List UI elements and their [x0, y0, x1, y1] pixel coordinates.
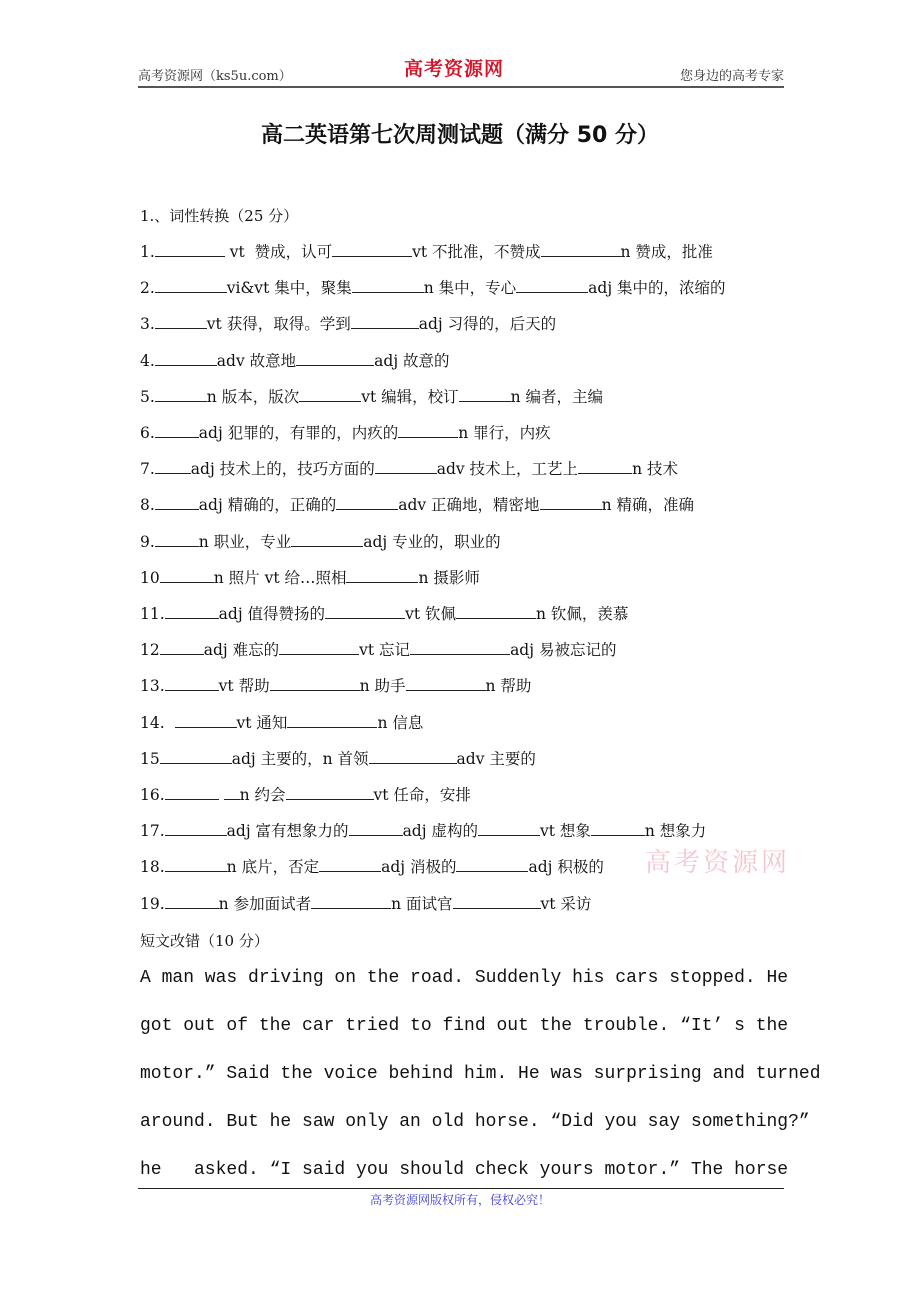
word-definition: adj 积极的: [528, 858, 604, 877]
answer-blank[interactable]: [291, 532, 363, 547]
answer-blank[interactable]: [160, 749, 232, 764]
exercise-row: [140, 855, 604, 877]
answer-blank[interactable]: [296, 351, 374, 366]
exercise-number: 5.: [140, 387, 155, 406]
word-definition: n 技术: [632, 460, 678, 479]
word-definition: vt 想象: [539, 822, 591, 841]
answer-blank[interactable]: [346, 568, 418, 583]
answer-blank[interactable]: [270, 676, 360, 691]
answer-blank[interactable]: [456, 857, 528, 872]
exercise-number: 11.: [140, 605, 165, 623]
exercise-number: 12: [140, 641, 160, 660]
answer-blank[interactable]: [578, 459, 632, 474]
word-definition: n 信息: [377, 713, 424, 732]
passage-line: around. But he saw only an old horse. “Did you say something?”: [140, 1112, 810, 1132]
footer-copyright: 高考资源网版权所有，侵权必究！: [369, 1193, 550, 1207]
exercise-number: 18.: [140, 858, 165, 877]
word-definition: n 面试官: [391, 894, 453, 913]
exercise-row: [140, 312, 556, 334]
answer-blank[interactable]: [375, 459, 437, 474]
header-slogan: 您身边的高考专家: [679, 69, 784, 84]
word-definition: vt 钦佩: [405, 605, 456, 623]
exercise-number: 9.: [140, 532, 155, 551]
word-definition: n 助手: [359, 677, 406, 696]
word-definition: vt 忘记: [359, 641, 411, 660]
header-site-name: 高考资源网（ks5u.com）: [138, 69, 292, 84]
word-definition: adj 难忘的: [203, 641, 280, 660]
word-definition: adj 习得的，后天的: [418, 315, 557, 334]
answer-blank[interactable]: [369, 749, 457, 764]
page-title: 高二英语第七次周测试题（满分 50 分）: [261, 123, 659, 148]
answer-blank[interactable]: [311, 894, 391, 909]
exercise-row: [140, 674, 531, 696]
answer-blank[interactable]: [540, 495, 602, 510]
answer-blank[interactable]: [541, 242, 621, 257]
answer-blank[interactable]: [155, 423, 199, 438]
word-definition: adj 虚构的: [402, 822, 478, 841]
word-definition: n 照片 vt 给…照相: [213, 568, 347, 587]
word-definition: adj 易被忘记的: [510, 641, 617, 660]
word-definition: n 约会: [239, 786, 286, 804]
answer-blank[interactable]: [155, 532, 199, 547]
word-definition: vt 通知: [236, 713, 288, 732]
header-logo: 高考资源网: [404, 58, 505, 80]
exercise-number: 10: [140, 568, 160, 587]
word-definition: vt 编辑，校订: [361, 387, 459, 406]
answer-blank[interactable]: [325, 604, 405, 619]
word-definition: adj 犯罪的，有罪的，内疚的: [198, 424, 399, 442]
page-header: [138, 58, 784, 88]
word-definition: n 摄影师: [418, 568, 480, 587]
word-definition: n 帮助: [485, 677, 532, 696]
word-definition: n 赞成，批准: [620, 243, 713, 261]
answer-blank[interactable]: [478, 821, 540, 836]
exercise-number: 7.: [140, 460, 155, 479]
word-definition: n 底片，否定: [226, 858, 320, 877]
answer-blank[interactable]: [332, 242, 412, 257]
exercise-row: [140, 385, 603, 407]
word-definition: adj 精确的，正确的: [198, 496, 337, 515]
answer-blank[interactable]: [516, 278, 588, 293]
exercise-row: [140, 566, 480, 588]
word-definition: adj 专业的，职业的: [363, 532, 501, 551]
word-definition: vt 不批准，不赞成: [412, 243, 541, 261]
answer-blank[interactable]: [175, 713, 237, 728]
answer-blank[interactable]: [406, 676, 486, 691]
passage-line: A man was driving on the road. Suddenly his cars stopped. He: [140, 968, 789, 988]
exercise-number: 14.: [140, 713, 175, 732]
word-definition: adv 故意地: [216, 351, 297, 370]
exercise-row: [140, 747, 536, 769]
exercise-row: [140, 240, 713, 262]
section2-heading: 短文改错（10 分）: [140, 932, 269, 950]
word-definition: n 职业，专业: [198, 532, 292, 551]
word-definition: adv 主要的: [456, 749, 536, 768]
exercise-row: [140, 819, 706, 841]
word-definition: vt 帮助: [218, 677, 270, 696]
passage-line: got out of the car tried to find out the trouble. “It’ s the: [140, 1016, 789, 1036]
answer-blank[interactable]: [287, 713, 377, 728]
answer-blank[interactable]: [459, 387, 511, 402]
watermark-logo: 高考资源网: [645, 848, 791, 878]
exercise-row: [140, 421, 551, 443]
exercise-row: [140, 638, 616, 660]
answer-blank[interactable]: [155, 387, 207, 402]
answer-blank[interactable]: [165, 785, 219, 800]
answer-blank[interactable]: [165, 676, 219, 691]
answer-blank[interactable]: [279, 640, 359, 655]
word-definition: n 精确，准确: [601, 496, 694, 515]
exercise-row: [140, 493, 694, 515]
answer-blank[interactable]: [352, 278, 424, 293]
word-definition: n 版本，版次: [206, 387, 300, 406]
answer-blank[interactable]: [319, 857, 381, 872]
answer-blank[interactable]: [591, 821, 645, 836]
answer-blank[interactable]: [165, 857, 227, 872]
exercise-row: [140, 602, 628, 624]
word-definition: adj 集中的，浓缩的: [588, 279, 726, 298]
word-definition: n 想象力: [644, 822, 707, 841]
answer-blank[interactable]: [160, 640, 204, 655]
section1-heading: 1.、词性转换（25 分）: [140, 207, 299, 225]
exercise-row: [140, 711, 423, 733]
answer-blank[interactable]: [410, 640, 510, 655]
word-definition: n 编者，主编: [510, 387, 604, 406]
word-definition: adj 富有想象力的: [226, 822, 349, 841]
exercise-number: 16.: [140, 786, 165, 804]
exercise-row: [140, 530, 501, 552]
answer-blank[interactable]: [453, 894, 541, 909]
answer-blank[interactable]: [351, 314, 419, 329]
word-definition: adj 值得赞扬的: [218, 605, 326, 623]
answer-blank[interactable]: [165, 821, 227, 836]
word-definition: adv 技术上，工艺上: [436, 460, 579, 479]
exercise-row: [140, 349, 450, 371]
answer-blank[interactable]: [349, 821, 403, 836]
answer-blank[interactable]: [336, 495, 398, 510]
word-definition: adv 正确地，精密地: [398, 496, 540, 515]
answer-blank[interactable]: [165, 894, 219, 909]
exercise-row: [140, 457, 678, 479]
word-definition: vt 获得，取得。学到: [206, 315, 351, 334]
answer-blank[interactable]: [155, 314, 207, 329]
answer-blank[interactable]: [299, 387, 361, 402]
word-definition: vt 赞成，认可: [224, 243, 333, 261]
exercise-number: 4.: [140, 351, 155, 370]
word-definition: n 参加面试者: [218, 894, 312, 913]
passage-line: motor.” Said the voice behind him. He was surprising and turned: [140, 1064, 821, 1084]
exercise-number: 8.: [140, 496, 155, 515]
exercise-number: 15: [140, 749, 160, 768]
passage-line: he asked. “I said you should check yours motor.” The horse: [140, 1160, 789, 1180]
word-definition: vt 任命，安排: [373, 786, 471, 804]
answer-blank[interactable]: [398, 423, 458, 438]
answer-blank[interactable]: [155, 495, 199, 510]
footer-divider: [138, 1188, 784, 1189]
word-definition: vt 采访: [540, 894, 592, 913]
word-definition: vi&vt 集中，聚集: [226, 279, 352, 298]
exercise-number: 1.: [140, 243, 155, 261]
exercise-number: 19.: [140, 894, 165, 913]
word-definition: adj 主要的，n 首领: [231, 749, 369, 768]
word-definition: adj 技术上的，技巧方面的: [190, 460, 375, 479]
exercise-number: 3.: [140, 315, 155, 334]
word-definition: adj 故意的: [374, 351, 450, 370]
answer-blank[interactable]: [155, 351, 217, 366]
exercise-number: 13.: [140, 677, 165, 696]
word-definition: n 罪行，内疚: [458, 424, 551, 442]
answer-blank[interactable]: [224, 785, 240, 800]
exercise-row: [140, 892, 591, 914]
exercise-number: 2.: [140, 279, 155, 298]
exercise-row: [140, 276, 726, 298]
answer-blank[interactable]: [165, 604, 219, 619]
answer-blank[interactable]: [155, 242, 225, 257]
answer-blank[interactable]: [155, 459, 191, 474]
word-definition: n 钦佩，羡慕: [535, 605, 629, 623]
answer-blank[interactable]: [160, 568, 214, 583]
answer-blank[interactable]: [286, 785, 374, 800]
word-definition: n 集中，专心: [423, 279, 517, 298]
answer-blank[interactable]: [155, 278, 227, 293]
answer-blank[interactable]: [456, 604, 536, 619]
exercise-row: [140, 783, 471, 805]
exercise-number: 17.: [140, 822, 165, 841]
exercise-number: 6.: [140, 424, 155, 442]
word-definition: adj 消极的: [381, 858, 457, 877]
